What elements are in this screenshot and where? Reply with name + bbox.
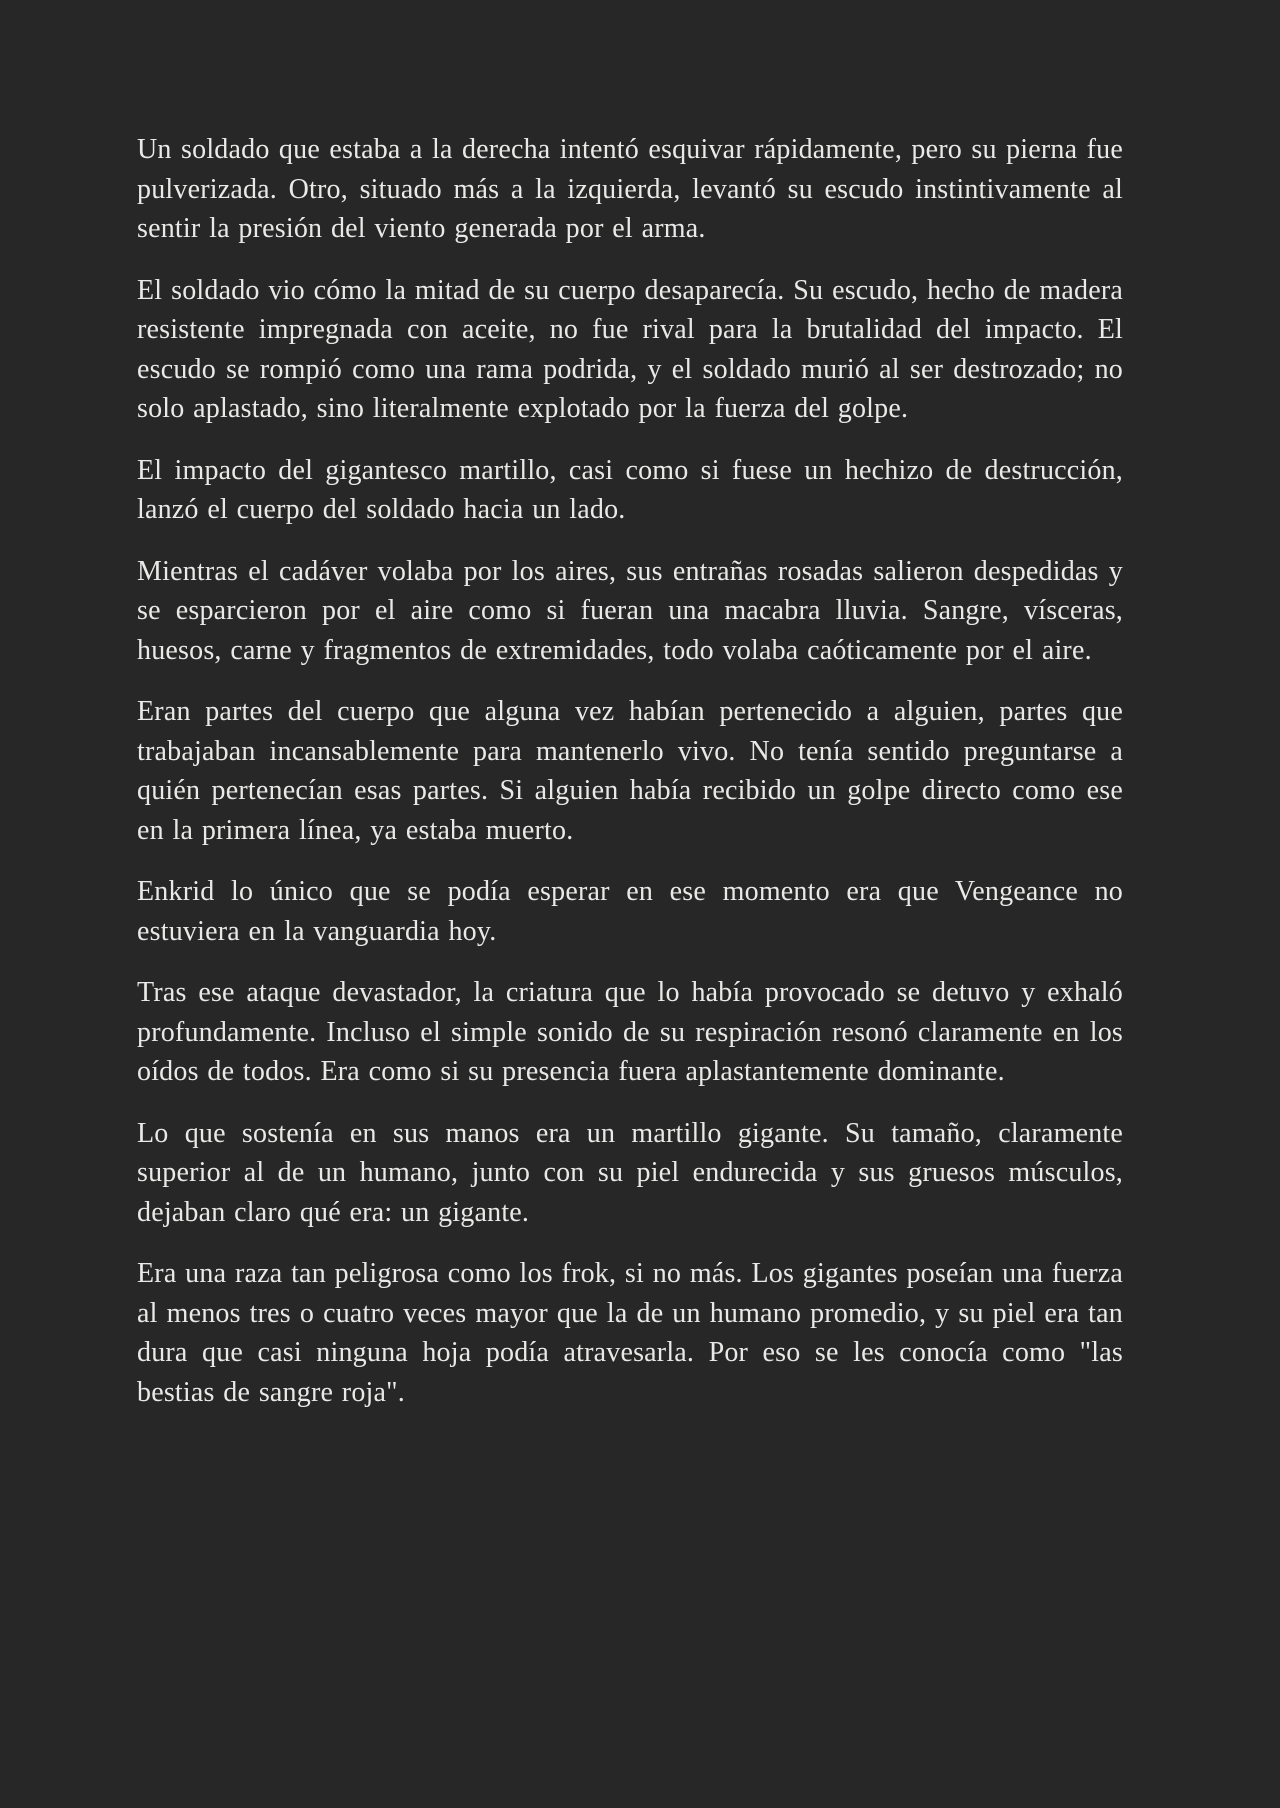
paragraph: El soldado vio cómo la mitad de su cuerpo desaparecía. Su escudo, hecho de madera resistente impregnada con aceite, no fue rival para la brutalidad del impacto. El escudo se rompió como una rama podrida, y el soldado murió al ser destrozado; no solo aplastado, sino literalmente explotado por la fuerza del golpe. — [137, 274, 1123, 424]
paragraph: Eran partes del cuerpo que alguna vez habían pertenecido a alguien, partes que trabajaban incansablemente para mantenerlo vivo. No tenía sentido preguntarse a quién pertenecían esas partes. Si alguien había recibido un golpe directo como ese en la primera línea, ya estaba muerto. — [137, 696, 1123, 846]
paragraph: Un soldado que estaba a la derecha intentó esquivar rápidamente, pero su pierna fue pulverizada. Otro, situado más a la izquierda, levantó su escudo instintivamente al sentir la presión del viento generada por el arma. — [137, 134, 1123, 244]
paragraph: Era una raza tan peligrosa como los frok, si no más. Los gigantes poseían una fuerza al menos tres o cuatro veces mayor que la de un humano promedio, y su piel era tan dura que casi ninguna hoja podía atravesarla. Por eso se les conocía como "las bestias de sangre roja". — [137, 1258, 1123, 1408]
paragraph: Tras ese ataque devastador, la criatura que lo había provocado se detuvo y exhaló profundamente. Incluso el simple sonido de su respiración resonó claramente en los oídos de todos. Era como si su presencia fuera aplastantemente dominante. — [137, 977, 1123, 1087]
chapter-text — [137, 0, 1123, 1412]
paragraph: Mientras el cadáver volaba por los aires, sus entrañas rosadas salieron despedidas y se esparcieron por el aire como si fueran una macabra lluvia. Sangre, vísceras, huesos, carne y fragmentos de extremidades, todo volaba caóticamente por el aire. — [137, 555, 1123, 666]
paragraph: El impacto del gigantesco martillo, casi como si fuese un hechizo de destrucción, lanzó el cuerpo del soldado hacia un lado. — [137, 454, 1123, 525]
paragraph: Enkrid lo único que se podía esperar en ese momento era que Vengeance no estuviera en la vanguardia hoy. — [137, 876, 1123, 947]
paragraph: Lo que sostenía en sus manos era un martillo gigante. Su tamaño, claramente superior al de un humano, junto con su piel endurecida y sus gruesos músculos, dejaban claro qué era: un gigante. — [137, 1117, 1123, 1228]
